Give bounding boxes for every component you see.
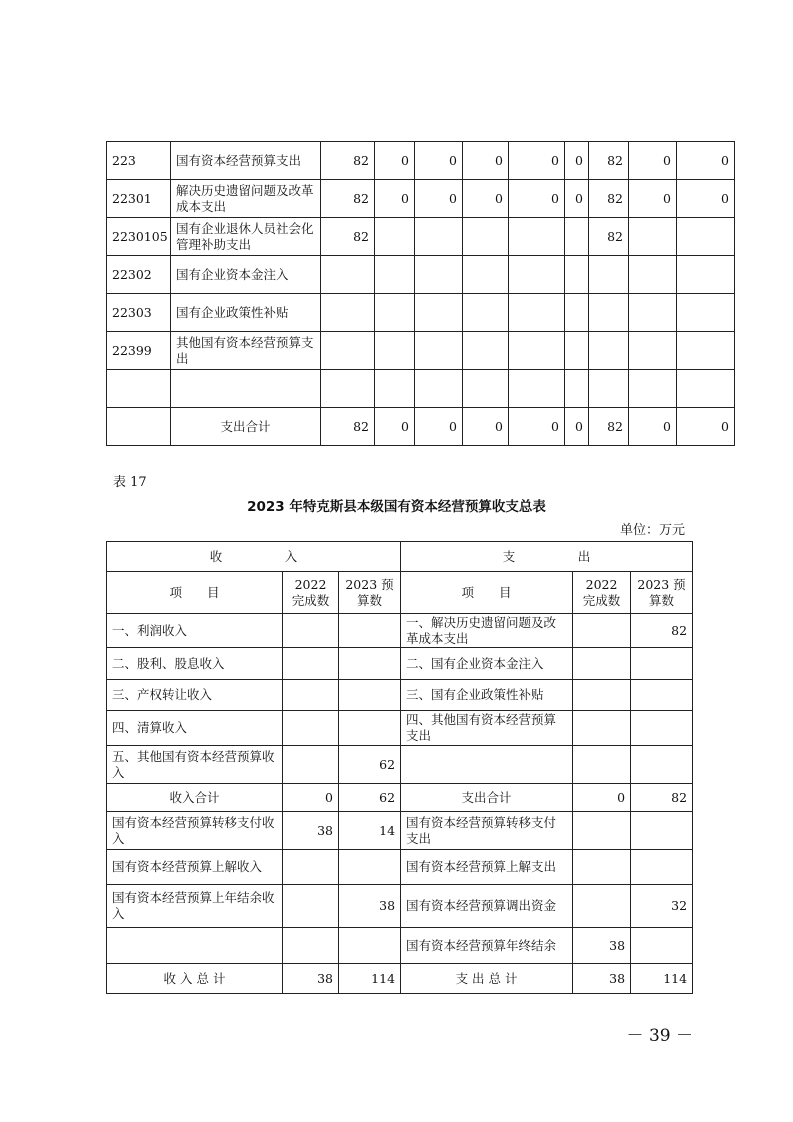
income-item: 收 入 总 计 — [107, 964, 283, 994]
cell — [415, 294, 463, 332]
cell — [375, 294, 415, 332]
expense-2022 — [573, 680, 631, 711]
table-row — [107, 142, 735, 180]
expense-item: 国有资本经营预算上解支出 — [401, 850, 573, 885]
income-2022 — [283, 648, 339, 680]
income-2023 — [339, 648, 401, 680]
cell — [589, 332, 629, 370]
cell — [565, 332, 589, 370]
expense-item: 二、国有企业资本金注入 — [401, 648, 573, 680]
cell: 0 — [415, 180, 463, 218]
income-2023 — [339, 928, 401, 964]
unit-label: 单位：万元 — [619, 523, 685, 538]
cell — [375, 218, 415, 256]
income-2022: 38 — [283, 812, 339, 850]
income-2022: 38 — [283, 964, 339, 994]
row-code: 22303 — [107, 294, 171, 332]
expense-item: 一、解决历史遗留问题及改革成本支出 — [401, 614, 573, 648]
table-row — [107, 928, 693, 964]
income-2023: 114 — [339, 964, 401, 994]
col-2022-header: 2022 完成数 — [573, 572, 631, 614]
cell — [629, 256, 677, 294]
row-name: 国有资本经营预算支出 — [171, 142, 321, 180]
row-code: 22399 — [107, 332, 171, 370]
table-row — [107, 370, 735, 408]
expense-2022 — [573, 850, 631, 885]
expense-item: 国有资本经营预算转移支付支出 — [401, 812, 573, 850]
cell — [463, 256, 509, 294]
cell: 0 — [375, 142, 415, 180]
cell: 0 — [629, 180, 677, 218]
col-2023-header: 2023 预算数 — [339, 572, 401, 614]
income-item: 国有资本经营预算上年结余收入 — [107, 885, 283, 928]
income-item: 收入合计 — [107, 784, 283, 812]
cell: 0 — [509, 142, 565, 180]
cell — [677, 218, 735, 256]
col-2023-header: 2023 预算数 — [631, 572, 693, 614]
income-2023 — [339, 850, 401, 885]
cell — [321, 256, 375, 294]
expense-2023: 82 — [631, 784, 693, 812]
cell — [509, 370, 565, 408]
expense-2023 — [631, 746, 693, 784]
cell — [375, 256, 415, 294]
cell — [463, 370, 509, 408]
income-2022: 0 — [283, 784, 339, 812]
table-row — [107, 218, 735, 256]
cell: 0 — [629, 408, 677, 446]
expense-item: 支 出 总 计 — [401, 964, 573, 994]
table-row — [107, 812, 693, 850]
expense-2023: 82 — [631, 614, 693, 648]
table-row — [107, 294, 735, 332]
table-row — [107, 680, 693, 711]
row-code: 223 — [107, 142, 171, 180]
cell — [415, 370, 463, 408]
page-title: 2023 年特克斯县本级国有资本经营预算收支总表 — [247, 499, 546, 515]
row-name: 解决历史遗留问题及改革成本支出 — [171, 180, 321, 218]
table-row-subtotal — [107, 784, 693, 812]
cell: 0 — [565, 180, 589, 218]
cell: 82 — [589, 180, 629, 218]
cell — [565, 370, 589, 408]
cell — [589, 294, 629, 332]
expense-2023 — [631, 680, 693, 711]
expense-2022 — [573, 746, 631, 784]
cell — [629, 370, 677, 408]
expense-item: 国有资本经营预算调出资金 — [401, 885, 573, 928]
expense-2023: 114 — [631, 964, 693, 994]
cell — [415, 218, 463, 256]
income-item: 三、产权转让收入 — [107, 680, 283, 711]
cell — [677, 294, 735, 332]
cell — [463, 332, 509, 370]
income-item: 一、利润收入 — [107, 614, 283, 648]
cell — [415, 256, 463, 294]
cell — [629, 332, 677, 370]
budget-summary-table — [106, 541, 693, 994]
income-2022 — [283, 680, 339, 711]
cell: 0 — [565, 408, 589, 446]
column-header-row — [107, 572, 693, 614]
cell — [589, 256, 629, 294]
table-row — [107, 614, 693, 648]
row-code: 22302 — [107, 256, 171, 294]
cell: 82 — [321, 408, 375, 446]
row-name — [171, 370, 321, 408]
cell: 0 — [463, 142, 509, 180]
expense-2022: 38 — [573, 964, 631, 994]
expense-item: 支出合计 — [401, 784, 573, 812]
col-item-header: 项 目 — [107, 572, 283, 614]
table-row — [107, 885, 693, 928]
table-row — [107, 850, 693, 885]
cell: 0 — [629, 142, 677, 180]
cell: 82 — [321, 218, 375, 256]
expense-item — [401, 746, 573, 784]
cell — [677, 256, 735, 294]
table-row-grand-total — [107, 964, 693, 994]
income-item: 二、股利、股息收入 — [107, 648, 283, 680]
cell — [565, 256, 589, 294]
cell: 82 — [321, 180, 375, 218]
row-code — [107, 408, 171, 446]
cell: 0 — [565, 142, 589, 180]
cell: 0 — [463, 408, 509, 446]
section-header-row — [107, 542, 693, 572]
cell: 82 — [321, 142, 375, 180]
table-row-total — [107, 408, 735, 446]
cell: 0 — [509, 408, 565, 446]
cell: 82 — [589, 408, 629, 446]
income-2023 — [339, 614, 401, 648]
row-code: 22301 — [107, 180, 171, 218]
cell: 0 — [509, 180, 565, 218]
expense-item: 四、其他国有资本经营预算支出 — [401, 711, 573, 746]
income-2022 — [283, 746, 339, 784]
income-2023: 62 — [339, 784, 401, 812]
income-item: 五、其他国有资本经营预算收入 — [107, 746, 283, 784]
cell — [321, 370, 375, 408]
cell — [509, 256, 565, 294]
cell — [677, 370, 735, 408]
table-row — [107, 746, 693, 784]
row-name: 国有企业资本金注入 — [171, 256, 321, 294]
income-item: 国有资本经营预算转移支付收入 — [107, 812, 283, 850]
expense-2023 — [631, 928, 693, 964]
expense-2022: 0 — [573, 784, 631, 812]
income-2022 — [283, 885, 339, 928]
cell: 0 — [415, 408, 463, 446]
table-label: 表 17 — [113, 475, 147, 490]
expense-item: 国有资本经营预算年终结余 — [401, 928, 573, 964]
cell — [629, 218, 677, 256]
cell — [463, 294, 509, 332]
cell: 0 — [677, 142, 735, 180]
col-2022-header: 2022 完成数 — [283, 572, 339, 614]
expense-2022 — [573, 614, 631, 648]
expense-2023 — [631, 850, 693, 885]
cell — [415, 332, 463, 370]
income-2022 — [283, 711, 339, 746]
cell — [321, 294, 375, 332]
cell — [509, 294, 565, 332]
cell — [589, 370, 629, 408]
income-2023: 62 — [339, 746, 401, 784]
col-item-header: 项 目 — [401, 572, 573, 614]
expense-item: 三、国有企业政策性补贴 — [401, 680, 573, 711]
cell — [509, 218, 565, 256]
row-code: 2230105 — [107, 218, 171, 256]
expense-2022 — [573, 711, 631, 746]
income-2023 — [339, 711, 401, 746]
income-2023: 14 — [339, 812, 401, 850]
income-item — [107, 928, 283, 964]
cell: 0 — [677, 180, 735, 218]
page-number: － 39 － — [626, 1026, 693, 1046]
cell — [375, 332, 415, 370]
income-2022 — [283, 614, 339, 648]
cell — [629, 294, 677, 332]
table-row — [107, 256, 735, 294]
table-row — [107, 180, 735, 218]
cell: 0 — [415, 142, 463, 180]
cell: 0 — [677, 408, 735, 446]
row-name: 国有企业政策性补贴 — [171, 294, 321, 332]
cell: 0 — [463, 180, 509, 218]
income-2023 — [339, 680, 401, 711]
table-row — [107, 711, 693, 746]
expense-2022 — [573, 648, 631, 680]
row-name: 其他国有资本经营预算支出 — [171, 332, 321, 370]
income-2022 — [283, 850, 339, 885]
cell — [677, 332, 735, 370]
cell: 82 — [589, 142, 629, 180]
cell — [565, 218, 589, 256]
row-code — [107, 370, 171, 408]
expense-2023 — [631, 648, 693, 680]
row-name: 支出合计 — [171, 408, 321, 446]
cell: 0 — [375, 180, 415, 218]
cell: 82 — [589, 218, 629, 256]
expense-header: 支 出 — [401, 542, 693, 572]
expense-2022 — [573, 885, 631, 928]
row-name: 国有企业退休人员社会化管理补助支出 — [171, 218, 321, 256]
cell — [375, 370, 415, 408]
cell — [565, 294, 589, 332]
expense-2023 — [631, 711, 693, 746]
income-item: 国有资本经营预算上解收入 — [107, 850, 283, 885]
income-2022 — [283, 928, 339, 964]
expense-2022 — [573, 812, 631, 850]
cell — [321, 332, 375, 370]
cell — [463, 218, 509, 256]
expense-2023: 32 — [631, 885, 693, 928]
table-row — [107, 648, 693, 680]
expense-2022: 38 — [573, 928, 631, 964]
expenditure-table — [106, 141, 735, 446]
income-item: 四、清算收入 — [107, 711, 283, 746]
income-header: 收 入 — [107, 542, 401, 572]
table-row — [107, 332, 735, 370]
expense-2023 — [631, 812, 693, 850]
income-2023: 38 — [339, 885, 401, 928]
cell: 0 — [375, 408, 415, 446]
cell — [509, 332, 565, 370]
